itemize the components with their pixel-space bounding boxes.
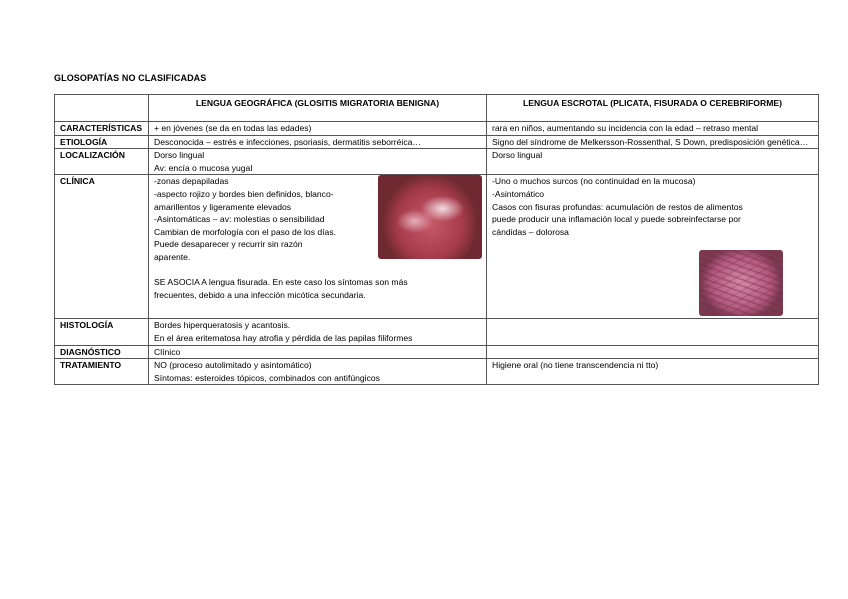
text-line: Síntomas: esteroides tópicos, combinados con antifúngicos bbox=[154, 372, 380, 383]
row-tratamiento bbox=[55, 359, 819, 385]
text-line: puede producir una inflamación local y puede sobreinfectarse por bbox=[492, 214, 741, 225]
text-line: En el área eritematosa hay atrofia y pérdida de las papilas filiformes bbox=[154, 332, 413, 343]
text-line: Av: encía o mucosa yugal bbox=[154, 162, 253, 173]
cell-geographic: Desconocida – estrés e infecciones, psoriasis, dermatitis seborréica… bbox=[149, 135, 487, 149]
text-line: Casos con fisuras profundas: acumulación de restos de alimentos bbox=[492, 201, 743, 212]
cell-scrotal bbox=[487, 345, 819, 359]
page-title: GLOSOPATÍAS NO CLASIFICADAS bbox=[54, 73, 207, 83]
corner-cell bbox=[55, 95, 149, 122]
row-caracteristicas bbox=[55, 122, 819, 136]
text-line: Bordes hiperqueratosis y acantosis. bbox=[154, 320, 291, 331]
row-localizacion bbox=[55, 149, 819, 175]
text-line: -zonas depapiladas bbox=[154, 176, 229, 187]
tongue-photo-scrotal bbox=[699, 250, 783, 316]
cell-geographic: Clínico bbox=[149, 345, 487, 359]
header-row bbox=[55, 95, 819, 122]
row-label: ETIOLOGÍA bbox=[55, 135, 149, 149]
text-line: frecuentes, debido a una infección micótica secundaria. bbox=[154, 289, 366, 300]
text-line: aparente. bbox=[154, 251, 191, 262]
row-etiologia bbox=[55, 135, 819, 149]
cell-scrotal: Dorso lingual bbox=[487, 149, 819, 175]
column-header-scrotal: LENGUA ESCROTAL (PLICATA, FISURADA O CEREBRIFORME) bbox=[487, 95, 819, 122]
cell-geographic bbox=[149, 319, 487, 345]
row-label: HISTOLOGÍA bbox=[55, 319, 149, 345]
text-line: Dorso lingual bbox=[154, 150, 205, 161]
row-label: LOCALIZACIÓN bbox=[55, 149, 149, 175]
row-clinica bbox=[55, 175, 819, 319]
text-line: -Asintomáticas – av: molestias o sensibilidad bbox=[154, 214, 325, 225]
cell-geographic bbox=[149, 175, 487, 319]
text-line: Puede desaparecer y recurrir sin razón bbox=[154, 239, 303, 250]
tongue-photo-geographic bbox=[378, 175, 482, 259]
column-header-geographic: LENGUA GEOGRÁFICA (GLOSITIS MIGRATORIA BENIGNA) bbox=[149, 95, 487, 122]
text-line: NO (proceso autolimitado y asintomático) bbox=[154, 360, 312, 371]
row-label: TRATAMIENTO bbox=[55, 359, 149, 385]
cell-scrotal: Signo del síndrome de Melkersson-Rossenthal, S Down, predisposición genética… bbox=[487, 135, 819, 149]
row-histologia bbox=[55, 319, 819, 345]
text-line: cándidas – dolorosa bbox=[492, 226, 569, 237]
cell-geographic: + en jóvenes (se da en todas las edades) bbox=[149, 122, 487, 136]
text-line: -Asintomático bbox=[492, 188, 545, 199]
cell-scrotal: Higiene oral (no tiene transcendencia ni tto) bbox=[487, 359, 819, 385]
spacer bbox=[154, 264, 481, 277]
cell-geographic bbox=[149, 359, 487, 385]
cell-scrotal: rara en niños, aumentando su incidencia con la edad – retraso mental bbox=[487, 122, 819, 136]
text-line: -Uno o muchos surcos (no continuidad en la mucosa) bbox=[492, 176, 696, 187]
row-diagnostico bbox=[55, 345, 819, 359]
row-label: CLÍNICA bbox=[55, 175, 149, 319]
cell-geographic bbox=[149, 149, 487, 175]
cell-scrotal bbox=[487, 319, 819, 345]
text-line: Cambian de morfología con el paso de los días. bbox=[154, 226, 337, 237]
cell-scrotal bbox=[487, 175, 819, 319]
row-label: CARACTERÍSTICAS bbox=[55, 122, 149, 136]
text-line: amarillentos y ligeramente elevados bbox=[154, 201, 292, 212]
glosopathies-table bbox=[54, 94, 819, 385]
text-line: -aspecto rojizo y bordes bien definidos, blanco- bbox=[154, 188, 334, 199]
text-line: SE ASOCIA A lengua fisurada. En este caso los síntomas son más bbox=[154, 277, 408, 288]
row-label: DIAGNÓSTICO bbox=[55, 345, 149, 359]
